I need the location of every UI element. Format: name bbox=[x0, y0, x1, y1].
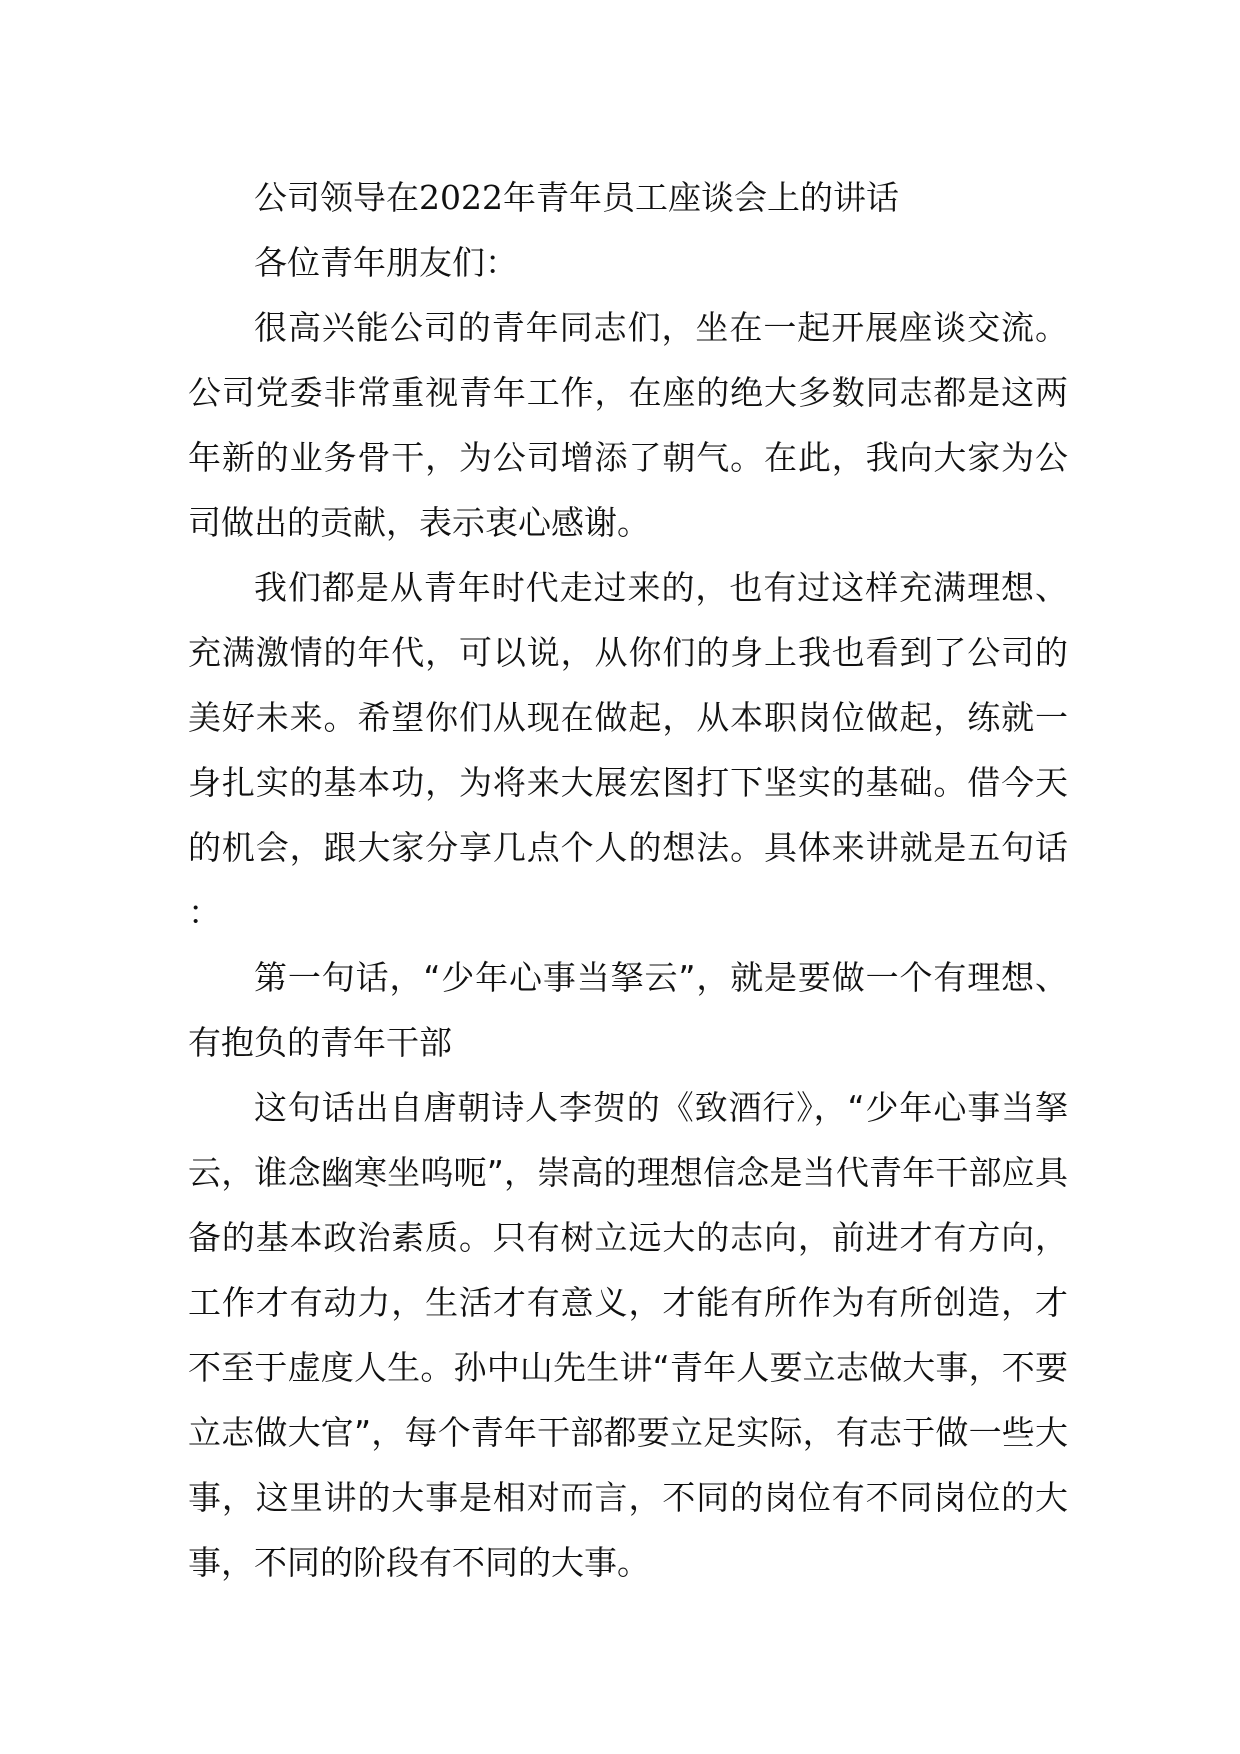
document-title bbox=[188, 165, 1068, 230]
section-heading-1: 第一句话，“少年心事当拏云”，就是要做一个有理想、有抱负的青年干部 bbox=[188, 958, 1068, 1062]
paragraph-3: 这句话出自唐朝诗人李贺的《致酒行》，“少年心事当拏云，谁念幽寒坐呜呃”，崇高的理想信念是当代青年干部应具备的基本政治素质。只有树立远大的志向，前进才有方向，工作才有动力，生活才有意义，才能有所作为有所创造，才不至于虚度人生。孙中山先生讲“青年人要立志做大事，不要立志做大官”，每个青年干部都要立足实际，有志于做一些大事，这里讲的大事是相对而言，不同的岗位有不同岗位的大事，不同的阶段有不同的大事。 bbox=[188, 1088, 1068, 1582]
title-year: 2022 bbox=[419, 178, 503, 217]
paragraph-2: 我们都是从青年时代走过来的，也有过这样充满理想、充满激情的年代，可以说，从你们的身上我也看到了公司的美好未来。希望你们从现在做起，从本职岗位做起，练就一身扎实的基本功，为将来大展宏图打下坚实的基础。借今天的机会，跟大家分享几点个人的想法。具体来讲就是五句话： bbox=[188, 568, 1068, 932]
salutation: 各位青年朋友们： bbox=[254, 243, 518, 282]
document-body bbox=[188, 165, 1068, 1595]
paragraph-1: 很高兴能公司的青年同志们，坐在一起开展座谈交流。公司党委非常重视青年工作，在座的绝大多数同志都是这两年新的业务骨干，为公司增添了朝气。在此，我向大家为公司做出的贡献，表示衷心感谢。 bbox=[188, 308, 1068, 542]
title-suffix: 年青年员工座谈会上的讲话 bbox=[502, 178, 899, 217]
title-prefix: 公司领导在 bbox=[254, 178, 419, 217]
